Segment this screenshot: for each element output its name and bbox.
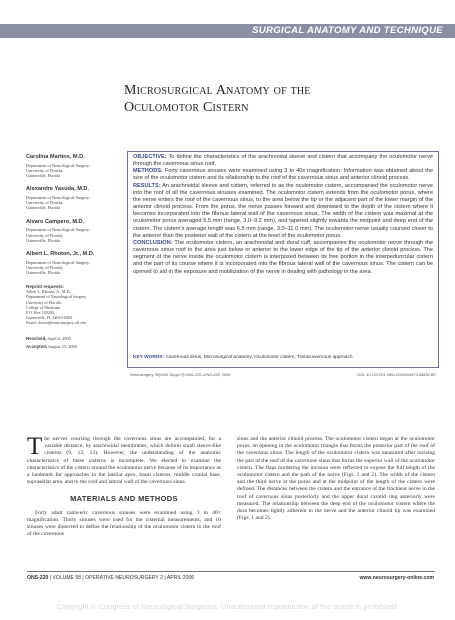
accepted-date: Accepted, August 25, 2005.: [26, 344, 79, 349]
reprint-requests: [26, 284, 126, 325]
footer-page-info: [27, 575, 194, 581]
author-affiliation: Gainesville, Florida: [26, 237, 61, 243]
abstract-results: RESULTS: An arachnoidal sleeve and cistern, referred to as the oculomotor cistern, accompanied the oculomotor nerve into the roof of all the cavernous sinuses examined. The oculomotor cistern extends from the oculomotor porus, where the nerve enters the roof of the cavernous sinus, to the area below the tip or the adjacent part of the lower margin of the anterior clinoid process. From the porus, the nerve passes forward and downward to the depth of the cistern where it becomes incorporated into the fibrous lateral wall of the cavernous sinus. The width of the cistern was maximal at the oculomotor porus averaged 5.5 mm (range, 3.0–9.2 mm), and tapered slightly towards the midpoint and deep end of the cistern. The cistern's average length was 6.5 mm (range, 3.0–11.0 mm). The oculomotor nerve usually coursed closer to the anterior than the posterior wall of the cistern at the level of the oculomotor porus.: [133, 182, 433, 239]
received-date: Received, April 6, 2005.: [26, 336, 73, 341]
title-line-1: Microsurgical Anatomy of the: [124, 83, 311, 98]
doi[interactable]: DOI: 10.1227/01.NEU.0000204673.55834.BE: [357, 372, 436, 377]
methods-paragraph: Forty adult cadaveric cavernous sinuses were examined using 3 to 40× magnification. Thirty sinuses were used for the cisternal measurements, and 10 sinuses were dissected to define the relationship of the oculomotor cistern to the roof of the cavernous: [27, 509, 221, 538]
footer-website-link[interactable]: www.neurosurgery-online.com: [359, 575, 434, 581]
issue-info: | VOLUME 58 | OPERATIVE NEUROSURGERY 2 | APRIL 2006: [49, 575, 195, 581]
reprint-line: Albert L. Rhoton, Jr., M.D.,: [26, 289, 72, 295]
author-affiliation: University of Florida,: [26, 200, 64, 206]
author-affiliation: University of Florida,: [26, 167, 64, 173]
author-affiliation: Department of Neurological Surgery,: [26, 227, 90, 233]
section-header: SURGICAL ANATOMY AND TECHNIQUE: [252, 25, 443, 36]
section-heading: MATERIALS AND METHODS: [70, 494, 178, 504]
drop-cap: T: [27, 433, 43, 460]
author-affiliation: Department of Neurological Surgery,: [26, 259, 90, 265]
article-dates: [26, 335, 126, 351]
author-name: Albert L. Rhoton, Jr., M.D.: [26, 250, 95, 257]
reprint-line: Department of Neurological Surgery,: [26, 294, 87, 300]
body-column-right: [237, 436, 435, 522]
footer-divider: [27, 571, 435, 572]
abstract-conclusion: CONCLUSION: The oculomotor cistern, an arachnoidal and dural cuff, accompanies the oculomotor nerve through the cavernous sinus roof to the area just below or anterior to the lower edge of the tip of the anterior clinoid process. The segment of the nerve inside the oculomotor cistern is interposed between its free portion in the interpeduncular cistern and the part of its course where it is incorporated into the fibrous lateral wall of the cavernous sinus. The cistern can be opened to aid in the exposure and mobilization of the nerve in dealing with pathology in the area.: [133, 239, 433, 275]
author-affiliation: University of Florida,: [26, 232, 64, 238]
title-line-2: Oculomotor Cistern: [124, 100, 249, 115]
reprint-line: Gainesville, FL 32610-0265.: [26, 314, 74, 320]
methods-continued: sinus and the anterior clinoid process. The oculomotor cistern began at the oculomotor porus, an opening in the oculomotor triangle that forms the posterior part of the roof of the cavernous sinus. The length of the oculomotor cistern was measured after incising the part of the roof of the cavernous sinus that forms the superior wall of the oculomotor cistern. The flaps bordering the incision were reflected to expose the full length of the oculomotor cistern and the path of the nerve (Figs. 1 and 2). The width of the cistern and the third nerve at the porus and at the midpoint of the length of the cistern were defined. The distances between the cistern and the entrance of the trochlear nerve in the roof of cavernous sinus posteriorly and the upper dural carotid ring anteriorly were measured. The relationship between the deep end of the oculomotor cistern where the dura becomes tightly adherent to the nerve and the anterior clinoid tip was examined (Figs. 1 and 2).: [237, 436, 435, 522]
author-affiliation: Department of Neurological Surgery,: [26, 195, 90, 201]
author-block: [26, 252, 126, 275]
reprint-line: University of Florida,: [26, 299, 62, 305]
reprint-line: P.O. Box 100265,: [26, 309, 56, 315]
keywords: KEY WORDS: Cavernous sinus, Microsurgical anatomy, Oculomotor cistern, Transcavernous approach: [133, 355, 353, 360]
page-number: ONS-220: [27, 575, 49, 581]
author-affiliation: Gainesville, Florida: [26, 205, 61, 211]
author-column: [26, 155, 126, 351]
abstract: [133, 154, 433, 276]
reprint-label: Reprint requests:: [26, 284, 65, 290]
copyright-watermark: Copyright © Congress of Neurological Surgeons. Unauthorized reproduction of this article is prohibited.: [56, 602, 399, 611]
author-block: [26, 187, 126, 210]
body-column-left: [27, 433, 221, 538]
citation: Neurosurgery 58[ONS Suppl 2]:ONS-220–ONS-228, 2006: [130, 372, 231, 377]
reprint-email[interactable]: Email: rhoton@neurosurgery.ufl.edu: [26, 319, 87, 325]
author-affiliation: University of Florida,: [26, 264, 64, 270]
abstract-objective: OBJECTIVE: To define the characteristics of the arachnoidal sleeve and cistern that accompany the oculomotor nerve through the cavernous sinus roof.: [133, 154, 433, 168]
reprint-line: College of Medicine,: [26, 304, 61, 310]
author-name: Alvaro Campero, M.D.: [26, 218, 85, 225]
article-title: [124, 82, 444, 116]
author-block: [26, 220, 126, 243]
intro-paragraph: The nerves coursing through the cavernous sinus are accompanied, for a variable distance, by arachnoidal membranes, which delimit small sleeve-like cisterns (9, 12, 13). However, the understanding of the anatomic characteristics of these cisterns is incomplete. We elected to examine the characteristics of the cistern around the oculomotor nerve because of its importance as a landmark for approaches to the basilar apex, basal cisterns, middle cranial base, suprasellar area, and to the roof and lateral wall of the cavernous sinus.: [27, 433, 221, 486]
abstract-methods: METHODS: Forty cavernous sinuses were examined using 3 to 40x magnification. Information was obtained about the size of the oculomotor cistern and its relationship to the roof of the cavernous sinus and anterior clinoid process.: [133, 168, 433, 182]
author-affiliation: Department of Neurological Surgery,: [26, 162, 90, 168]
author-name: Carolina Martins, M.D.: [26, 154, 85, 160]
author-affiliation: Gainesville, Florida: [26, 173, 61, 179]
author-affiliation: Gainesville, Florida: [26, 270, 61, 276]
author-block: [26, 155, 126, 178]
author-name: Alexandre Yasuda, M.D.: [26, 186, 90, 193]
